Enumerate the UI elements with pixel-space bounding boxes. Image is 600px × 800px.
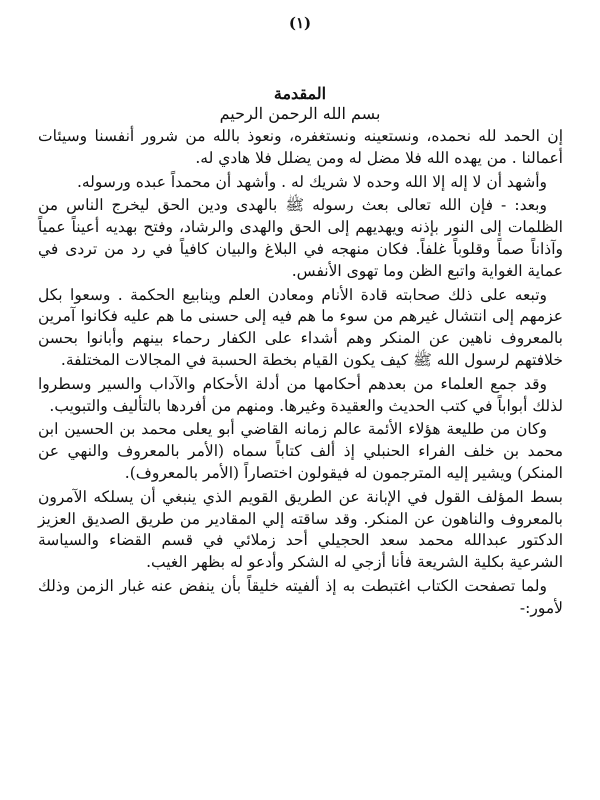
paragraph: وقد جمع العلماء من بعدهم أحكامها من أدلة الأحكام والآداب والسير وسطروا لذلك أبواباً في كتب الحديث والعقيدة وغيرها. ومنهم من أفردها بالتأليف والتبويب. <box>38 374 563 415</box>
page-number: (١) <box>288 14 312 32</box>
paragraph: وكان من طليعة هؤلاء الأئمة عالم زمانه القاضي أبو يعلى محمد بن الحسين ابن محمد بن خلف الفراء الحنبلي إذ ألف كتاباً سماه (الأمر بالمعروف والنهي عن المنكر) ويشير إليه المترجمون له فيقولون اختصاراً (الأمر بالمعروف). <box>38 420 563 482</box>
paragraph: وبعد: - فإن الله تعالى بعث رسوله ﷺ بالهدى ودين الحق ليخرج الناس من الظلمات إلى النور بإذنه ويهديهم إلى الحق والهدى والرشاد، وفتح بهديه أعيناً عمياً وآذاناً صماً وقلوباً غلفاً. فكان منهجه في البلاغ والبيان كافياً في رد من تردى في عماية الغواية واتبع الظن وما تهوى الأنفس. <box>38 196 563 280</box>
paragraph: وأشهد أن لا إله إلا الله وحده لا شريك له . وأشهد أن محمداً عبده ورسوله. <box>76 172 547 191</box>
section-heading: المقدمة <box>273 84 327 103</box>
basmala: بسم الله الرحمن الرحيم <box>219 104 381 123</box>
paragraph: إن الحمد لله نحمده، ونستعينه ونستغفره، ونعوذ بالله من شرور أنفسنا وسيئات أعمالنا . من يهده الله فلا مضل له ومن يضلل فلا هادي له. <box>38 127 563 167</box>
paragraph: بسط المؤلف القول في الإبانة عن الطريق القويم الذي ينبغي أن يسلكه الآمرون بالمعروف والناهون عن المنكر. وقد ساقته إلي المقادير من طريق الصديق العزيز الدكتور عبدالله محمد سعد الحجيلي أحد زملائي في قسم القضاء والسياسة الشرعية بكلية الشريعة فأنا أزجي له الشكر وأدعو له بظهر الغيب. <box>38 487 563 572</box>
paragraph: وتبعه على ذلك صحابته قادة الأنام ومعادن العلم وينابيع الحكمة . وسعوا بكل عزمهم إلى انتشال غيرهم من سوء ما هم فيه إلى حسنى ما هم عليه فكانوا آمرين بالمعروف ناهين عن المنكر وهم أشداء على الكفار رحماء بينهم وأبانوا بحسن خلافتهم لرسول الله ﷺ كيف يكون القيام بخطة الحسبة في المجالات المختلفة. <box>38 285 563 369</box>
paragraph: ولما تصفحت الكتاب اغتبطت به إذ ألفيته خليقاً بأن ينفض عنه غبار الزمن وذلك لأمور:- <box>38 576 563 617</box>
body-text <box>38 126 563 622</box>
